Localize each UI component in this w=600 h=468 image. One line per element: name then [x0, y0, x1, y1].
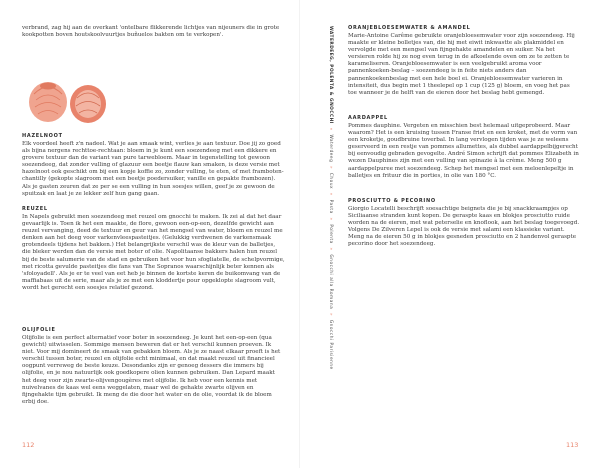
separator: »	[328, 247, 333, 251]
subsection-gnocchi-romana: Gnocchi alla Romana	[328, 254, 333, 310]
page-number-right: 113	[566, 441, 579, 449]
left-intro-block	[22, 25, 285, 39]
subsection-polenta: Polenta	[328, 224, 333, 244]
section-body: Pommes dauphine. Vergeten en misschien best helemaal uitgeprobeerd. Maar waarom? Het is een kruising tussen Franse friet en een kroket, met de vorm van een kroketje, goudbruine toverbal. In lang vervlogen tijden was je ze weleens geserveerd in een restje van pommes allumettes, als dubbel aardappelbijgerecht bij eenvoudig gebraden gevogelte. André Simon schrijft dat pommes Elizabeth in wezen Dauphines zijn met een vulling van spinazie à la crème. Meng 500 g aardappelpuree met soezendeeg. Schep het mengsel met een meloenlepeltje in balletjes en frituur die in porties, in olie van 180 °C.	[348, 123, 579, 179]
section-heading: HAZELNOOT	[22, 133, 63, 139]
separator: »	[328, 127, 333, 131]
hazelnut-icon	[29, 82, 67, 122]
separator: »	[328, 192, 333, 196]
section-body: Marie-Antoine Carême gebruikte oranjebloesemwater voor zijn soezendeeg. Hij maakte er kleine bolletjes van, die hij met eiwit inkwastte als plakmiddel en vervolgde met een mengsel van fijngehakte amandelen en suiker. Na het versieren rolde hij ze nog even terug in de afkoelende oven om ze te zetten te karameliseren. Oranjebloesemwater is een veelgebruikt aroma voor pannenkoeken-beslag – soezendeeg is in feite niets anders dan pannenkoekenbeslag met een hele boel ei. Oranjebloesemwater varieren in intensiteit, dus begin met 1 theelepel op 1 cup (125 g) bloem, en voeg het pas toe wanneer je de helft van de eieren door het beslag hebt gemengd.	[348, 33, 575, 96]
section-body: Olijfolie is een perfect alternatief voor boter in soezendeeg. Je kunt het een-op-een (qua gewicht) uitwisselen. Sommige mensen beweren dat er het verschil kunnen proeven. Ik niet. Voor mij domineert de smaak van gebakken bloem. Als je ze naast elkaar proeft is het verschil tussen boter, reuzel en olijfolie echt minimaal, en dat maakt reuzel uit financieel oogpunt verreweg de beste keuze. Desondanks zijn er genoeg dessers die immers bij olijfolie, en je nou natuurlijk ook goedkopere olien kunnen gebruiken. Dan Lepard maakt het deeg voor zijn zwarte-olijvengougères met olijfolie. Ik heb voor een kennis met nuivelvanes de kaas wel eens weggelaten, maar wel de gehakte zwarte olijven en fijngehakte tijm gebruikt. Ik meng de die door het water en de olie, voordat ik de bloem erbij doe.	[22, 335, 281, 405]
section-oranjebloesem	[348, 25, 580, 97]
section-heading: ORANJEBLOESEMWATER & AMANDEL	[348, 25, 471, 31]
separator: »	[328, 217, 333, 221]
section-heading: REUZEL	[22, 206, 48, 212]
section-body: Giorgio Locatelli beschrijft soesachtige beignets die je bij snackkraampjes op Siciliaanse stranden kunt kopen. De geraspte kaas en blokjes prosciutto ruide worden na de eieren, met wat peterselie en knoflook, aan het beslag toegevoegd. Volgens De Zilveren Lepel is ook de versie met salami een klassieke variant. Meng na de eieren 50 g in blokjes gesneden prosciutto en 2 handenvol geraspte pecorino door het soezendeeg.	[348, 206, 580, 248]
separator: »	[328, 166, 333, 170]
subsection-choux: Choux	[328, 172, 333, 190]
section-body: Elk voordeel heeft z'n nadeel. Wat je aan smaak wint, verlies je aan textuur. Doe jij zo goed als bijna nergens rechttoe-rechtaan: bloem in je kunt een soezendeeg met een dikkere en grovere textuur dan de variant van pure tarwebloem. Maar in tegenstelling tot gewoon soezendeeg, dat zonder vulling of glazuur een beetje flauw kan smaken, is deze versie met hazelnoot ook geschikt om bij een kopje koffie zo, zonder vulling, te eten, of met framboten-chantilly (gekopte slagroom met een beetje poedersuiker, vanille en gepakte frambozen). Als je gasten zeuren dat ze per se een vulling in hun soesjes willen, geef je ze gewoon de spuitzak en laat je ze lekker zelf hun gang gaan.	[22, 141, 284, 197]
subsection-waterdeeg: Waterdeeg	[328, 134, 333, 163]
section-reuzel	[22, 206, 285, 292]
section-aardappel	[348, 115, 580, 180]
section-heading: AARDAPPEL	[348, 115, 388, 121]
hazelnut-icon	[70, 85, 106, 123]
section-olijfolie	[22, 327, 285, 406]
page-number-left: 112	[22, 441, 35, 449]
intro-paragraph: verbrand, zag hij aan de overkant 'ontelbare flikkerende lichtjes van nijeuners die in grote kookpotten boven houtskoolvuurtjes buñuelos bakten om te verkopen'.	[22, 25, 280, 39]
subsection-pasta: Pasta	[328, 199, 333, 214]
section-heading: PROSCIUTTO & PECORINO	[348, 198, 436, 204]
section-prosciutto	[348, 198, 580, 249]
subsection-gnocchi-parisienne: Gnocchi Parisienne	[328, 319, 333, 370]
section-body: In Napels gebruikt men soezendeeg met reuzel om gnocchi te maken. Ik zei al dat het daar gevaarlijk is. Toen ik het een maakte, de flore, gewoon een-op-een, dezelfde gewicht aan reuzel vervanging, deed de textuur en geur van het mengsel van water, bloem en reuzel me denken aan het deeg voor varkenvleespasteitjes. (Gelukkig verdwenen de varkensmaak grotendeels tijdens het bakken.) Het belangrijkste verschil was de kleur van de balletjes, die bleker werden dan de versie met boter of olie. Napolitaanse bakkers halen hun reuzel bij de beste salumerie van de stad en gebruiken het voor hun sfogliatelle, de schelpvormige, met ricotta gevulde pasteitjes die fans van The Sopranos waarschijnlijk beter kennen als 'sfoloyadell'. Als je er te veel van eet heb je binnen de kortste keren de buikomvang van de maffiabaas uit de serie, maar als je ze met een kloddertje pour opgeklopte slagroom vult, wordt het gerecht een soesjes relatief gezond.	[22, 214, 285, 291]
right-page	[300, 0, 600, 468]
hazelnut-illustration	[22, 70, 114, 130]
separator: »	[328, 312, 333, 317]
section-hazelnoot	[22, 133, 285, 198]
chapter-title: WATERDEEG, POLENTA & GNOCCHI	[328, 26, 333, 124]
section-heading: OLIJFOLIE	[22, 327, 56, 333]
